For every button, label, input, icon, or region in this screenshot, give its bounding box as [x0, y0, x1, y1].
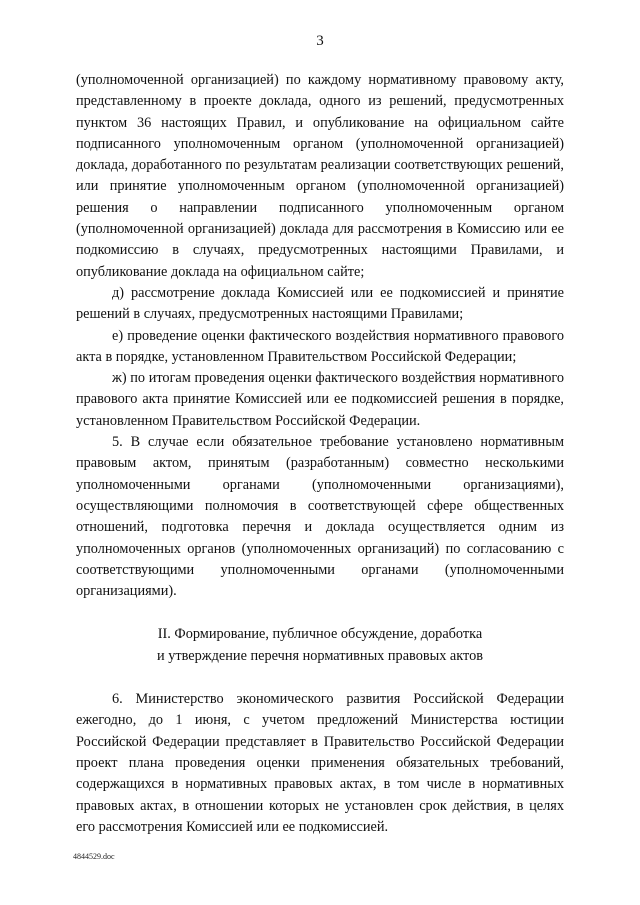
section-heading-line-1: II. Формирование, публичное обсуждение, доработка	[157, 626, 483, 643]
section-heading-line-2: и утверждение перечня нормативных правовых актов	[156, 647, 483, 664]
spacer	[76, 602, 564, 624]
paragraph-item-e: е) проведение оценки фактического воздействия нормативного правового акта в порядке, установленном Правительством Российской Федерации;	[76, 327, 564, 365]
spacer	[76, 667, 564, 689]
document-body	[76, 70, 564, 838]
paragraph-continuation: (уполномоченной организацией) по каждому нормативному правовому акту, представленному в проекте доклада, одного из решений, предусмотренных пунктом 36 настоящих Правил, и опубликование на официальном сайте подписанного уполномоченным органом (уполномоченной организацией) доклада, доработанного по результатам реализации соответствующих решений, или принятие уполномоченным органом (уполномоченной организацией) решения о направлении подписанного уполномоченным органом (уполномоченной организацией) доклада для рассмотрения в Комиссию или ее подкомиссию в случаях, предусмотренных настоящими Правилами, и опубликование доклада на официальном сайте;	[76, 72, 564, 280]
page-number: 3	[316, 33, 324, 49]
document-file-code: 4844529.doc	[73, 852, 115, 861]
paragraph-item-zh: ж) по итогам проведения оценки фактического воздействия нормативного правового акта принятие Комиссией или ее подкомиссией решения в порядке, установленном Правительством Российской Федерации.	[76, 370, 564, 429]
paragraph-5: 5. В случае если обязательное требование установлено нормативным правовым актом, принятым (разработанным) совместно несколькими уполномоченными органами (уполномоченными организациями), осуществляющими полномочия в соответствующей сфере общественных отношений, подготовка перечня и доклада осуществляется одним из уполномоченных органов (уполномоченных организаций) по согласованию с соответствующими уполномоченными органами (уполномоченными организациями).	[76, 434, 564, 600]
paragraph-6: 6. Министерство экономического развития Российской Федерации ежегодно, до 1 июня, с учетом предложений Министерства юстиции Российской Федерации представляет в Правительство Российской Федерации проект плана проведения оценки применения обязательных требований, содержащихся в нормативных правовых актах, в том числе в нормативных правовых актах, в отношении которых не установлен срок действия, в целях его рассмотрения Комиссией или ее подкомиссией.	[76, 691, 564, 835]
paragraph-item-d: д) рассмотрение доклада Комиссией или ее подкомиссией и принятие решений в случаях, предусмотренных настоящими Правилами;	[76, 284, 564, 323]
